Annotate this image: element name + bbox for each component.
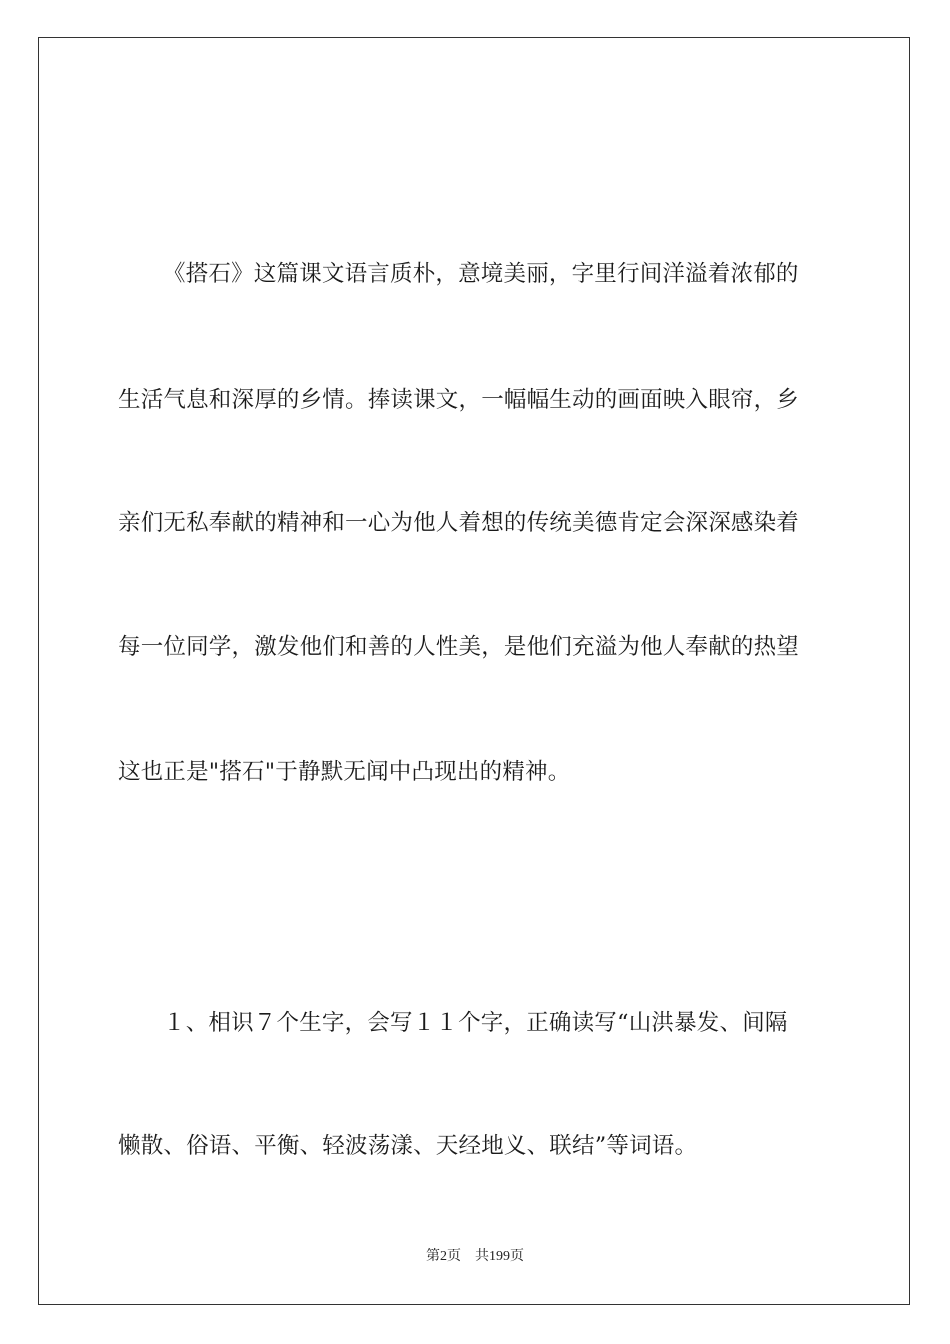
paragraph-1-line-1: 《搭石》这篇课文语言质朴，意境美丽，字里行间洋溢着浓郁的	[163, 261, 799, 287]
paragraph-1-line-2: 生活气息和深厚的乡情。捧读课文，一幅幅生动的画面映入眼帘，乡	[118, 387, 800, 413]
paragraph-1-line-3: 亲们无私奉献的精神和一心为他人着想的传统美德肯定会深深感染着	[118, 510, 800, 536]
paragraph-1-line-5: 这也正是"搭石"于静默无闻中凸现出的精神。	[118, 759, 571, 785]
paragraph-2-line-1: １、相识７个生字，会写１１个字，正确读写“山洪暴发、间隔	[163, 1010, 788, 1036]
paragraph-1-line-4: 每一位同学，激发他们和善的人性美，是他们充溢为他人奉献的热望	[118, 634, 800, 660]
page-total: 共199页	[475, 1249, 524, 1264]
page-number: 第2页	[426, 1249, 461, 1264]
page-footer	[0, 1245, 950, 1265]
page-border	[38, 37, 910, 1305]
paragraph-2-line-2: 懒散、俗语、平衡、轻波荡漾、天经地义、联结”等词语。	[118, 1133, 698, 1159]
